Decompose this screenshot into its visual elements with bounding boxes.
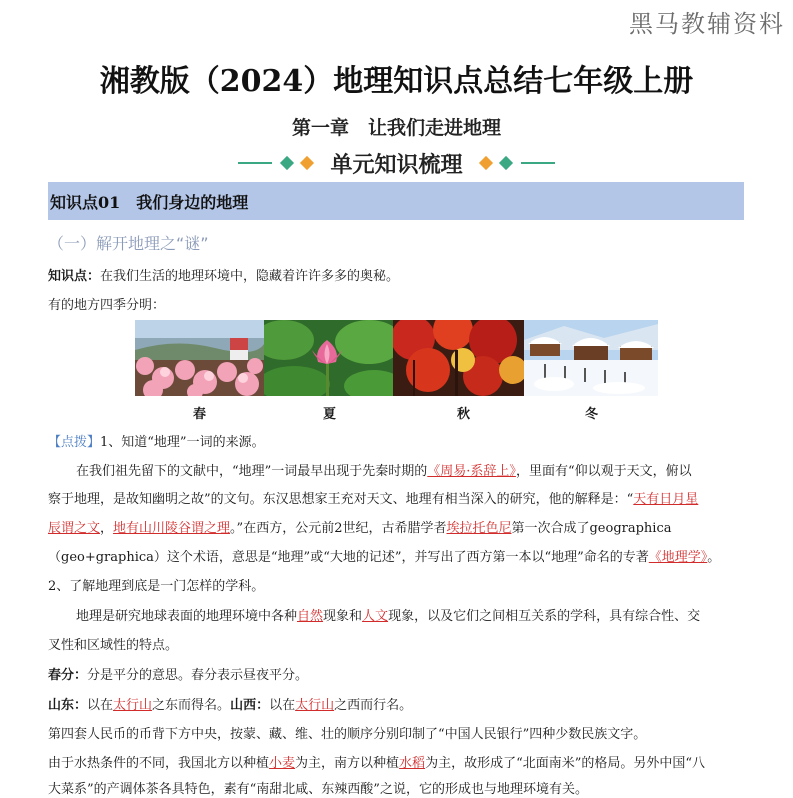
key-term: 太行山 — [113, 698, 153, 713]
point2: 2、了解地理到底是一门怎样的学科。 — [48, 579, 265, 594]
text: ，里面有“仰以观于天文，俯以 — [515, 464, 692, 479]
key-term: 小麦 — [269, 756, 296, 771]
subsection-title: （一）解开地理之“谜” — [48, 234, 209, 253]
orange-diamond-icon — [478, 156, 492, 170]
section-heading — [48, 182, 744, 220]
text: 以在 — [87, 698, 114, 713]
shandong-line — [48, 698, 748, 714]
orange-diamond-icon — [300, 156, 314, 170]
seasons-intro: 有的地方四季分明： — [48, 298, 166, 313]
watermark: 黑马教辅资料 — [629, 10, 785, 38]
text: 分是平分的意思。春分表示昼夜平分。 — [87, 668, 309, 683]
text: 地理是研究地球表面的地理环境中各种 — [76, 609, 298, 624]
text: ， — [100, 521, 114, 536]
key-term: 人文 — [362, 609, 389, 624]
text: 之东而得名。 — [152, 698, 231, 713]
text: 为主，南方以种植 — [295, 756, 400, 771]
autumn-image — [393, 320, 524, 396]
tip-label: 【点拨】 — [48, 435, 101, 450]
unit-banner — [0, 146, 793, 180]
text: 现象，以及它们之间相互关系的学科，具有综合性、交 — [388, 609, 701, 624]
label: 山东： — [48, 698, 88, 713]
banner-line-right — [521, 162, 555, 164]
key-term: 埃拉托色尼 — [446, 521, 512, 536]
para1-line3 — [48, 521, 748, 537]
chapter-title: 第一章 让我们走进地理 — [291, 117, 501, 139]
text: 第一次合成了geographica — [511, 521, 672, 536]
key-term: 水稻 — [399, 756, 426, 771]
key-term: 太行山 — [295, 698, 335, 713]
rmb-line: 第四套人民币的币背下方中央，按蒙、藏、维、壮的顺序分别印制了“中国人民银行”四种少数民族文字。 — [48, 727, 647, 742]
crops-line1 — [48, 756, 748, 772]
intro-paragraph — [48, 269, 748, 285]
text: 。”在西方，公元前2世纪，古希腊学者 — [230, 521, 447, 536]
key-term: 《地理学》 — [648, 550, 708, 565]
text: 在我们祖先留下的文献中，“地理”一词最早出现于先秦时期的 — [76, 464, 428, 479]
winter-image — [524, 320, 658, 396]
chunfen-line — [48, 668, 748, 684]
green-diamond-icon — [280, 156, 294, 170]
crops-line2: 大菜系”的产调体茶各具特色，素有“南甜北咸、东辣西酸”之说，它的形成也与地理环境有关。 — [48, 782, 588, 797]
section-title: 知识点01 我们身边的地理 — [50, 192, 249, 212]
tip-line — [48, 435, 748, 451]
banner-title: 单元知识梳理 — [330, 152, 463, 178]
text: 现象和 — [323, 609, 363, 624]
text: （geo+graphica）这个术语，意思是“地理”或“大地的记述”，并写出了西方第一本以“地理”命名的专著 — [48, 550, 649, 565]
text: 由于水热条件的不同，我国北方以种植 — [48, 756, 270, 771]
para1-line4 — [48, 550, 748, 566]
season-label-summer: 夏 — [323, 407, 337, 422]
label: 春分： — [48, 668, 88, 683]
text: 之西而行名。 — [334, 698, 413, 713]
green-diamond-icon — [498, 156, 512, 170]
season-label-autumn: 秋 — [457, 407, 471, 422]
summer-image — [264, 320, 393, 396]
banner-line-left — [238, 162, 272, 164]
text: 察于地理，是故知幽明之故”的文句。东汉思想家王充对天文、地理有相当深入的研究，他的解释是：“ — [48, 492, 634, 507]
label: 山西： — [230, 698, 270, 713]
intro-text: 在我们生活的地理环境中，隐藏着许许多多的奥秘。 — [100, 269, 400, 284]
season-label-winter: 冬 — [585, 407, 599, 422]
key-term: 辰谓之文 — [48, 521, 101, 536]
text: 为主，故形成了“北面南米”的格局。另外中国“八 — [425, 756, 706, 771]
spring-image — [135, 320, 264, 396]
para2-line1 — [76, 609, 776, 625]
para1-line2 — [48, 492, 748, 508]
key-term: 天有日月星 — [633, 492, 699, 507]
text: 。 — [707, 550, 721, 565]
para2-line2: 叉性和区域性的特点。 — [48, 638, 179, 653]
key-term: 自然 — [297, 609, 324, 624]
text: 以在 — [269, 698, 296, 713]
key-term: 地有山川陵谷谓之理 — [113, 521, 231, 536]
intro-label: 知识点： — [48, 269, 101, 284]
key-term: 《周易·系辞上》 — [427, 464, 516, 479]
tip-text: 1、知道“地理”一词的来源。 — [100, 435, 265, 450]
para1-line1 — [76, 464, 776, 480]
page-title: 湘教版（2024）地理知识点总结七年级上册 — [99, 64, 694, 99]
season-label-spring: 春 — [193, 407, 207, 422]
